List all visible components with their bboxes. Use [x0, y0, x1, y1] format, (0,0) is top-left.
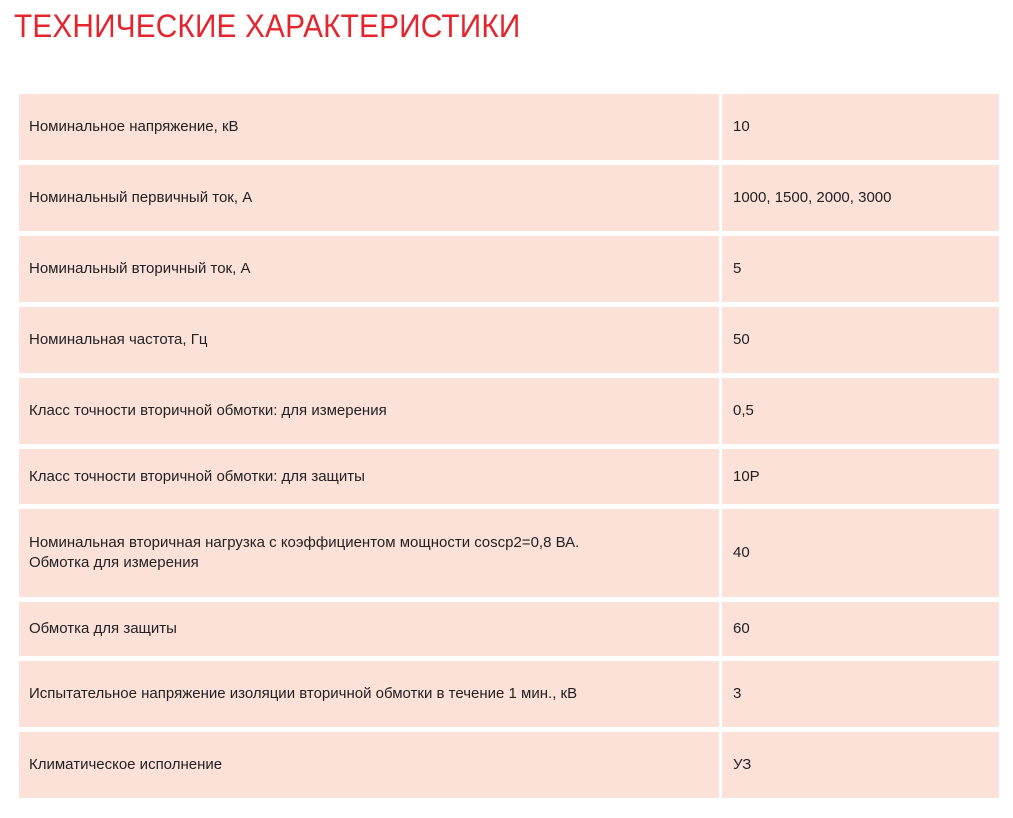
param-cell: Номинальный вторичный ток, А [19, 236, 719, 302]
param-text: Номинальная вторичная нагрузка с коэффициентом мощности coscp2=0,8 ВА. [29, 534, 580, 551]
param-text-line2: Обмотка для измерения [29, 554, 199, 571]
param-cell: Номинальное напряжение, кВ [19, 94, 719, 160]
value-cell: 10Р [722, 449, 999, 504]
param-cell: Испытательное напряжение изоляции вторичной обмотки в течение 1 мин., кВ [19, 661, 719, 727]
value-cell: 1000, 1500, 2000, 3000 [722, 165, 999, 231]
table-row [19, 509, 999, 597]
value-cell: 60 [722, 602, 999, 656]
table-row [19, 602, 999, 656]
table-row [19, 449, 999, 504]
value-cell: 50 [722, 307, 999, 373]
table-row [19, 307, 999, 373]
table-row [19, 236, 999, 302]
value-cell: 40 [722, 509, 999, 597]
table-row [19, 94, 999, 160]
table-row [19, 661, 999, 727]
param-cell: Обмотка для защиты [19, 602, 719, 656]
value-cell: 10 [722, 94, 999, 160]
param-cell [19, 509, 719, 597]
table-row [19, 378, 999, 444]
specs-table [16, 89, 1002, 803]
value-cell: 5 [722, 236, 999, 302]
value-cell: 0,5 [722, 378, 999, 444]
value-cell: 3 [722, 661, 999, 727]
value-cell: УЗ [722, 732, 999, 798]
param-cell: Номинальный первичный ток, А [19, 165, 719, 231]
param-cell: Класс точности вторичной обмотки: для измерения [19, 378, 719, 444]
page-title: ТЕХНИЧЕСКИЕ ХАРАКТЕРИСТИКИ [14, 8, 521, 44]
table-row [19, 165, 999, 231]
param-cell: Номинальная частота, Гц [19, 307, 719, 373]
param-cell: Класс точности вторичной обмотки: для защиты [19, 449, 719, 504]
table-row [19, 732, 999, 798]
param-cell: Климатическое исполнение [19, 732, 719, 798]
